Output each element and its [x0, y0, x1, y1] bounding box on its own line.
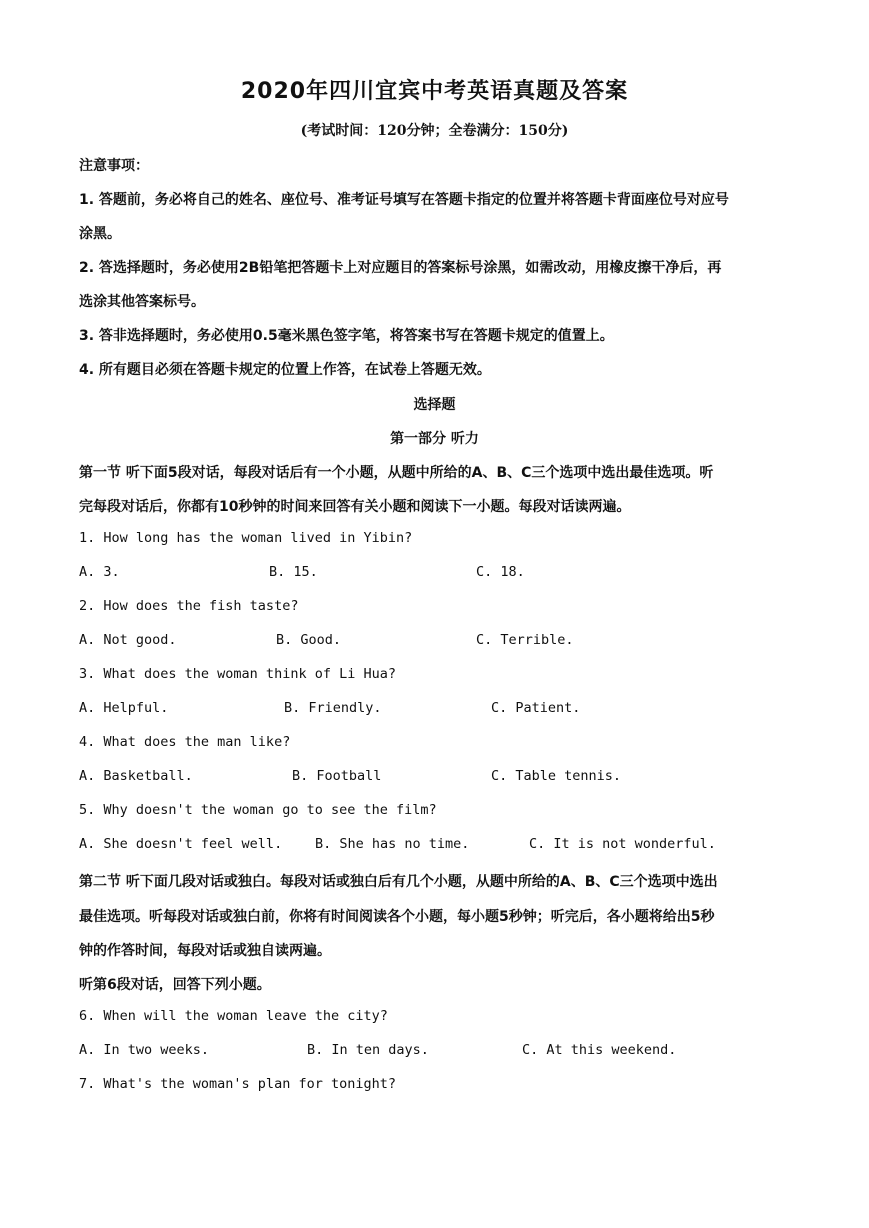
option-b: B. Friendly. — [284, 700, 382, 716]
notice-item-1-cont: 涂黑。 — [79, 226, 121, 242]
option-c: C. It is not wonderful. — [529, 836, 716, 852]
option-b: B. Good. — [276, 632, 342, 648]
section1-instructions: 第一节 听下面5段对话，每段对话后有一个小题，从题中所给的A、B、C三个选项中选出最佳选项。听 — [79, 465, 714, 481]
option-b: B. Football — [292, 768, 382, 784]
option-a: A. Not good. — [79, 632, 177, 648]
question-6-options — [79, 1042, 794, 1062]
part-title: 第一部分 听力 — [390, 431, 479, 447]
dialogue-6-prompt: 听第6段对话，回答下列小题。 — [79, 977, 271, 993]
option-c: C. Patient. — [491, 700, 581, 716]
question-1: 1. How long has the woman lived in Yibin? — [79, 530, 413, 546]
question-3: 3. What does the woman think of Li Hua? — [79, 666, 396, 682]
option-a: A. 3. — [79, 564, 120, 580]
option-c: C. Terrible. — [476, 632, 574, 648]
question-4: 4. What does the man like? — [79, 734, 291, 750]
question-1-options — [79, 564, 794, 584]
option-a: A. Basketball. — [79, 768, 193, 784]
exam-info: (考试时间：120分钟；全卷满分：150分) — [300, 123, 569, 139]
notice-item-4: 4. 所有题目必须在答题卡规定的位置上作答，在试卷上答题无效。 — [79, 362, 491, 378]
option-b: B. She has no time. — [315, 836, 470, 852]
option-c: C. 18. — [476, 564, 525, 580]
section2-instructions: 第二节 听下面几段对话或独白。每段对话或独白后有几个小题，从题中所给的A、B、C三个选项中选出 — [79, 874, 718, 890]
notice-item-3: 3. 答非选择题时，务必使用0.5毫米黑色签字笔，将答案书写在答题卡规定的值置上。 — [79, 328, 614, 344]
question-5: 5. Why doesn't the woman go to see the film? — [79, 802, 437, 818]
section-title: 选择题 — [413, 397, 456, 413]
notice-item-2-cont: 选涂其他答案标号。 — [79, 294, 205, 310]
page-title: 2020年四川宜宾中考英语真题及答案 — [240, 79, 629, 104]
option-c: C. Table tennis. — [491, 768, 622, 784]
section2-instructions-cont-2: 钟的作答时间，每段对话或独自读两遍。 — [79, 943, 331, 959]
question-2: 2. How does the fish taste? — [79, 598, 299, 614]
question-5-options — [79, 836, 794, 856]
section2-instructions-cont-1: 最佳选项。听每段对话或独白前，你将有时间阅读各个小题，每小题5秒钟；听完后，各小题将给出5秒 — [79, 909, 715, 925]
section1-instructions-cont: 完每段对话后，你都有10秒钟的时间来回答有关小题和阅读下一小题。每段对话读两遍。 — [79, 499, 631, 515]
question-4-options — [79, 768, 794, 788]
question-7: 7. What's the woman's plan for tonight? — [79, 1076, 396, 1092]
notice-item-1: 1. 答题前，务必将自己的姓名、座位号、准考证号填写在答题卡指定的位置并将答题卡背面座位号对应号 — [79, 192, 729, 208]
option-b: B. 15. — [269, 564, 318, 580]
notice-item-2: 2. 答选择题时，务必使用2B铅笔把答题卡上对应题目的答案标号涂黑，如需改动，用橡皮擦干净后，再 — [79, 260, 722, 276]
question-3-options — [79, 700, 794, 720]
option-b: B. In ten days. — [307, 1042, 429, 1058]
notice-heading: 注意事项： — [79, 158, 149, 174]
option-a: A. Helpful. — [79, 700, 169, 716]
option-a: A. In two weeks. — [79, 1042, 210, 1058]
question-6: 6. When will the woman leave the city? — [79, 1008, 388, 1024]
question-2-options — [79, 632, 794, 652]
option-a: A. She doesn't feel well. — [79, 836, 283, 852]
option-c: C. At this weekend. — [522, 1042, 677, 1058]
